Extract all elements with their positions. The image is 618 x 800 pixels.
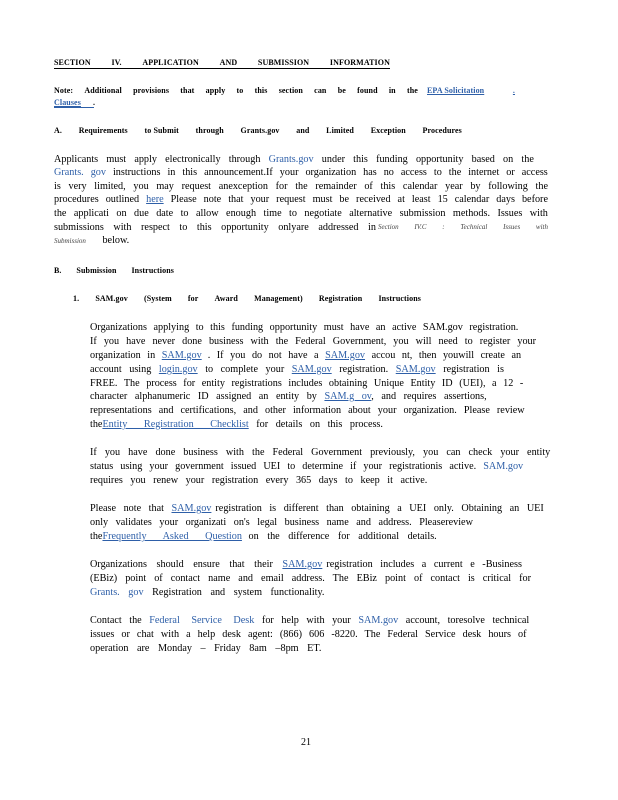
para-a-line-1 xyxy=(54,153,534,166)
para-a-word: the xyxy=(54,208,67,219)
para-a-word: your xyxy=(250,194,270,205)
subsection-a-word: A. xyxy=(54,126,62,135)
epa-clauses-link-2[interactable]: Clauses xyxy=(54,98,81,107)
item-1-word: Registration xyxy=(318,294,363,303)
para-a-word: due xyxy=(134,208,149,219)
para-a-word: be xyxy=(339,194,350,205)
para-a-word: no xyxy=(383,167,394,178)
sam-gov-link[interactable]: SAM.gov xyxy=(161,350,202,361)
note-word: to xyxy=(236,86,244,95)
para-a-word: in xyxy=(167,167,176,178)
section-heading-word: SUBMISSION xyxy=(257,58,310,67)
item-1-word: (System xyxy=(143,294,172,303)
para-a-word: limited, xyxy=(94,181,126,192)
entity-registration-checklist-link[interactable]: Entity Registration Checklist xyxy=(102,419,249,430)
para-a-line-3 xyxy=(54,180,548,193)
para-a-word: days xyxy=(496,194,515,205)
para-a-word: time xyxy=(263,208,282,219)
note-word: Note: xyxy=(54,86,74,95)
para-a-word: methods. xyxy=(452,208,490,219)
para-a-line-6: submissions with respect to this opportunity onlyare addressed in Section IV.C : Technical Issues with xyxy=(54,222,548,233)
para-a-word: received xyxy=(356,194,391,205)
section-heading xyxy=(54,58,390,67)
note-link-underline xyxy=(54,107,94,108)
grants-gov-link[interactable]: Grants. gov xyxy=(90,587,144,598)
p5-line-1: Contact the Federal Service Desk for help with your SAM.gov account, toresolve technical xyxy=(90,615,530,626)
note-word: in xyxy=(388,86,396,95)
para-a-word: on xyxy=(503,154,514,165)
para-a-word: to xyxy=(433,167,442,178)
para-a-word: applicati xyxy=(73,208,109,219)
section-heading-word: INFORMATION xyxy=(329,58,390,67)
note-word: apply xyxy=(205,86,226,95)
para-a-word: apply xyxy=(134,154,157,165)
sam-gov-link[interactable]: SAM.gov xyxy=(282,559,323,570)
para-a-word: for xyxy=(275,181,288,192)
para-a-word: Please xyxy=(170,194,197,205)
subsection-b-word: B. xyxy=(54,266,62,275)
p3-line-3: theFrequently Asked Question on the difference for additional details. xyxy=(90,531,437,542)
item-1-word: 1. xyxy=(73,294,80,303)
subsection-a-word: and xyxy=(296,126,310,135)
para-a-word: by xyxy=(470,181,481,192)
section-heading-word: APPLICATION xyxy=(142,58,199,67)
section-heading-word: AND xyxy=(219,58,238,67)
para-a-word: through xyxy=(228,154,261,165)
para-a-word: of xyxy=(364,181,373,192)
para-a-link[interactable]: Grants. xyxy=(54,167,84,178)
para-a-word: this xyxy=(380,181,396,192)
para-a-line-5 xyxy=(54,207,548,220)
para-a-word: very xyxy=(68,181,87,192)
para-a-word: must xyxy=(106,154,127,165)
subsection-a-word: through xyxy=(195,126,224,135)
para-a-word: Issues xyxy=(497,208,523,219)
p2-line-1: If you have done business with the Federal Government previously, you can check your entity xyxy=(90,447,551,458)
item-1-word: SAM.gov xyxy=(95,294,128,303)
item-1-heading xyxy=(73,294,421,303)
para-a-word: calendar xyxy=(454,194,490,205)
para-a-word: under xyxy=(321,154,345,165)
note-line xyxy=(54,86,418,95)
p4-line-1: Organizations should ensure that their SAM.gov registration includes a current e -Business xyxy=(90,559,522,570)
para-a-word: that xyxy=(228,194,244,205)
para-a-word: to xyxy=(180,208,189,219)
p1-line-4: account using login.gov to complete your SAM.gov registration. SAM.gov registration is xyxy=(90,364,504,375)
sam-gov-link[interactable]: SAM.gov xyxy=(395,364,436,375)
para-a-word: access xyxy=(400,167,427,178)
para-a-word: year xyxy=(445,181,463,192)
para-a-word: date xyxy=(156,208,174,219)
sam-gov-link[interactable]: SAM.gov xyxy=(483,461,524,472)
para-a-word: is xyxy=(54,181,61,192)
para-a-word: you xyxy=(133,181,149,192)
note-word: provisions xyxy=(133,86,170,95)
para-a-word: opportunity xyxy=(415,154,464,165)
p1-line-8: theEntity Registration Checklist for details on this process. xyxy=(90,419,383,430)
p4-line-3: Grants. gov Registration and system functionality. xyxy=(90,587,325,598)
para-a-word: electronically xyxy=(165,154,221,165)
para-a-word: anexception xyxy=(218,181,268,192)
p4-line-2: (EBiz) point of contact name and email address. The EBiz point of contact is critical for xyxy=(90,573,532,584)
p1-line-2: If you have never done business with the Federal Government, you will need to register your xyxy=(90,336,537,347)
note-word: section xyxy=(278,86,303,95)
sam-gov-link[interactable]: SAM.gov xyxy=(358,615,399,626)
para-a-word: or xyxy=(506,167,515,178)
para-a-word: Applicants xyxy=(54,154,99,165)
note-word: found xyxy=(357,86,378,95)
para-a-word: announcement.If xyxy=(204,167,273,178)
subsection-a-word: Procedures xyxy=(422,126,462,135)
subsection-a-heading xyxy=(54,126,462,135)
subsection-b-heading xyxy=(54,266,174,275)
para-a-word: organization xyxy=(305,167,357,178)
p2-line-2: status using your government issued UEI to determine if your registrationis active. SAM.gov xyxy=(90,461,524,472)
p5-line-2: issues or chat with a help desk agent: (866) 606 -8220. The Federal Service desk hours of xyxy=(90,629,527,640)
para-a-word: the xyxy=(448,167,462,178)
p1-line-3: organization in SAM.gov . If you do not have a SAM.gov accou nt, then youwill create an xyxy=(90,350,522,361)
note-word: can xyxy=(314,86,327,95)
subsection-a-word: Grants.gov xyxy=(240,126,280,135)
para-a-word: to xyxy=(289,208,297,219)
p1-line-1: Organizations applying to this funding opportunity must have an active SAM.gov registration. xyxy=(90,322,519,333)
item-1-word: for xyxy=(187,294,199,303)
section-ref-technical-issues: Section IV.C : Technical Issues with xyxy=(378,223,548,231)
sam-gov-link[interactable]: SAM.gov xyxy=(171,503,212,514)
note-line-2: Clauses . xyxy=(54,98,96,107)
para-a-line-7: Submission below. xyxy=(54,235,130,246)
frequently-asked-question-link[interactable]: Frequently Asked Question xyxy=(102,531,242,542)
sam-gov-link[interactable]: SAM.gov xyxy=(325,350,366,361)
para-a-word: request xyxy=(276,194,306,205)
para-a-word: instructions xyxy=(112,167,161,178)
note-word: the xyxy=(406,86,418,95)
note-word: be xyxy=(337,86,346,95)
para-a-word: calendar xyxy=(402,181,438,192)
subsection-a-word: Exception xyxy=(370,126,406,135)
para-a-word: on xyxy=(116,208,127,219)
para-a-word: 15 xyxy=(437,194,448,205)
para-a-word: access xyxy=(521,167,548,178)
para-a-word: following xyxy=(488,181,528,192)
para-a-word: outlined xyxy=(105,194,140,205)
para-a-word: enough xyxy=(226,208,257,219)
para-a-word: the xyxy=(295,181,308,192)
note-word: that xyxy=(180,86,195,95)
para-a-link[interactable]: here xyxy=(146,194,164,205)
section-heading-underline xyxy=(54,68,390,69)
para-a-link[interactable]: gov xyxy=(90,167,106,178)
para-a-word: the xyxy=(521,154,534,165)
para-a-word: funding xyxy=(376,154,408,165)
para-a-word: the xyxy=(535,181,548,192)
p1-line-6: character alphanumeric ID assigned an entity by SAM.g ov, and requires assertions, xyxy=(90,391,487,402)
item-1-word: Instructions xyxy=(378,294,421,303)
item-1-word: Award xyxy=(214,294,238,303)
note-word: this xyxy=(254,86,268,95)
subsection-a-word: Requirements xyxy=(78,126,128,135)
p3-line-1: Please note that SAM.gov registration is different than obtaining a UEI only. Obtaining an UEI xyxy=(90,503,544,514)
para-a-word: alternative xyxy=(349,208,393,219)
federal-service-desk-link[interactable]: Federal Service Desk xyxy=(149,615,255,626)
para-a-word: negotiate xyxy=(304,208,342,219)
para-a-word: allow xyxy=(195,208,219,219)
subsection-b-word: Submission xyxy=(76,266,117,275)
item-1-word: Management) xyxy=(254,294,303,303)
epa-solicitation-clauses-link[interactable]: EPA Solicitation . xyxy=(427,86,515,95)
para-a-word: this xyxy=(182,167,198,178)
para-a-word: remainder xyxy=(315,181,357,192)
subsection-b-word: Instructions xyxy=(131,266,174,275)
section-ref-submission: Submission xyxy=(54,237,86,245)
login-gov-link[interactable]: login.gov xyxy=(158,364,198,375)
para-a-word: your xyxy=(279,167,299,178)
para-a-word: internet xyxy=(468,167,500,178)
para-a-word: submission xyxy=(399,208,446,219)
p1-line-5: FREE. The process for entity registrations includes obtaining Unique Entity ID (UEI), a 12 - xyxy=(90,378,524,389)
para-a-word: before xyxy=(521,194,548,205)
p1-line-7: representations and certifications, and other information about your organization. Please review xyxy=(90,405,525,416)
para-a-word: with xyxy=(529,208,548,219)
note-word: Additional xyxy=(84,86,122,95)
para-a-word: request xyxy=(181,181,212,192)
p2-line-3: requires you renew your registration every 365 days to keep it active. xyxy=(90,475,428,486)
para-a-line-4 xyxy=(54,193,548,206)
para-a-word: may xyxy=(156,181,174,192)
para-a-word: must xyxy=(312,194,333,205)
sam-gov-link[interactable]: SAM.g ov xyxy=(324,391,372,402)
para-a-word: procedures xyxy=(54,194,99,205)
para-a-word: least xyxy=(411,194,431,205)
para-a-word: at xyxy=(397,194,405,205)
subsection-a-word: to Submit xyxy=(144,126,179,135)
para-a-word: has xyxy=(363,167,377,178)
p3-line-2: only validates your organizati on's legal business name and address. Pleasereview xyxy=(90,517,473,528)
para-a-line-2 xyxy=(54,166,548,179)
para-a-word: this xyxy=(353,154,368,165)
page-number: 21 xyxy=(301,737,311,748)
section-heading-word: SECTION xyxy=(54,58,91,67)
sam-gov-link[interactable]: SAM.gov xyxy=(291,364,332,375)
subsection-a-word: Limited xyxy=(326,126,354,135)
para-a-word: based xyxy=(471,154,495,165)
para-a-link[interactable]: Grants.gov xyxy=(268,154,314,165)
p5-line-3: operation are Monday – Friday 8am –8pm ET. xyxy=(90,643,322,654)
section-heading-word: IV. xyxy=(111,58,122,67)
para-a-word: note xyxy=(203,194,222,205)
